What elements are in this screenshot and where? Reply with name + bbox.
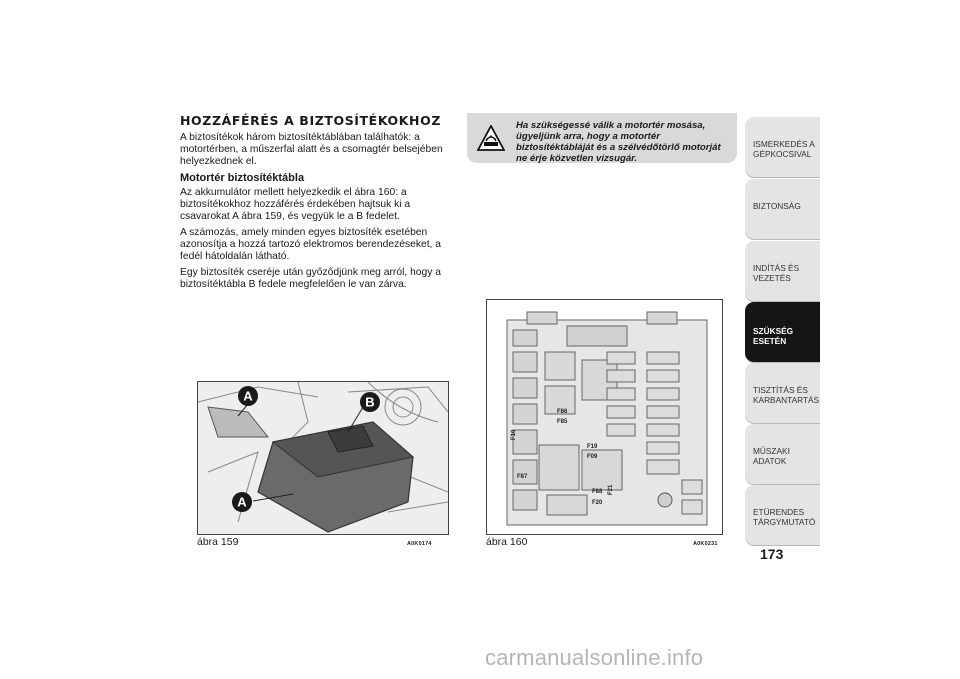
tab-targymutato[interactable] [745, 485, 820, 545]
intro-paragraph: A biztosítékok három biztosítéktáblában találhatók: a motortérben, a műszerfal alatt és a csomagtér belsejében helyezkednek el. [180, 132, 443, 167]
tab-label: INDÍTÁS ÉS VEZETÉS [753, 263, 800, 283]
tab-inditas[interactable] [745, 241, 820, 301]
figure-159-caption: ábra 159 [197, 536, 239, 548]
fuse-f19: F19 [587, 444, 598, 450]
tab-label: ISMERKEDÉS A GÉPKOCSIVAL [753, 139, 815, 159]
callout-a-bottom: A [237, 494, 247, 510]
fuse-f21: F21 [608, 484, 614, 495]
figure-159-engine-fuse-cover [197, 381, 449, 535]
paragraph-3: Egy biztosíték cseréje után győződjünk meg arról, hogy a biztosítéktábla B fedele megfelelően le van zárva. [180, 267, 441, 290]
figure-159-code: A0K0174 [407, 541, 432, 547]
fuse-f10: F10 [511, 429, 517, 440]
section-title: HOZZÁFÉRÉS A BIZTOSÍTÉKOKHOZ [180, 113, 442, 128]
tab-label: TISZTÍTÁS ÉS KARBANTARTÁS [753, 385, 820, 405]
warning-text: Ha szükségessé válik a motortér mosása, ügyeljünk arra, hogy a motortér biztosítéktábláját és a szélvédőtörlő motorját ne érje közvetlen vízsugár. [516, 120, 721, 164]
page-number: 173 [760, 546, 784, 562]
tab-label: ETÜRENDES TÁRGYMUTATÓ [753, 507, 816, 527]
warning-box [467, 113, 737, 163]
fuse-f88: F88 [592, 489, 603, 495]
tab-tisztitas[interactable] [745, 363, 820, 423]
tab-label: MŰSZAKI ADATOK [753, 446, 790, 466]
paragraph-1: Az akkumulátor mellett helyezkedik el ábra 160: a biztosítékokhoz hozzáférés érdekében hajtsuk ki a csavarokat A ábra 159, és vegyük le a B fedelet. [180, 187, 411, 222]
paragraph-2: A számozás, amely minden egyes biztosíték esetében azonosítja a hozzá tartozó elektromos berendezéseket, a fedél hátoldalán látható. [180, 227, 442, 262]
callout-a-top: A [243, 388, 253, 404]
callout-b: B [365, 394, 375, 410]
figure-160-caption: ábra 160 [486, 536, 528, 548]
subheading: Motortér biztosítéktábla [180, 172, 305, 184]
watermark: carmanualsonline.info [485, 645, 704, 670]
fuse-box-diagram [487, 300, 722, 534]
tab-label: SZÜKSÉG ESETÉN [753, 326, 794, 346]
warning-triangle-icon [477, 125, 505, 151]
tab-label: BIZTONSÁG [753, 201, 801, 211]
fuse-f87: F87 [517, 474, 528, 480]
fuse-f20: F20 [592, 500, 603, 506]
tab-muszaki-adatok[interactable] [745, 424, 820, 484]
left-column [180, 113, 450, 295]
tab-ismerkedes[interactable] [745, 117, 820, 177]
tab-biztonsag[interactable] [745, 179, 820, 239]
tab-szukseg-eseten[interactable] [745, 302, 820, 362]
figure-160-code: A0K0231 [693, 541, 718, 547]
fuse-f86: F86 [557, 409, 568, 415]
fuse-f09: F09 [587, 454, 598, 460]
figure-160-fuse-box [486, 299, 723, 535]
fuse-f85: F85 [557, 419, 568, 425]
engine-bay-illustration [198, 382, 448, 534]
